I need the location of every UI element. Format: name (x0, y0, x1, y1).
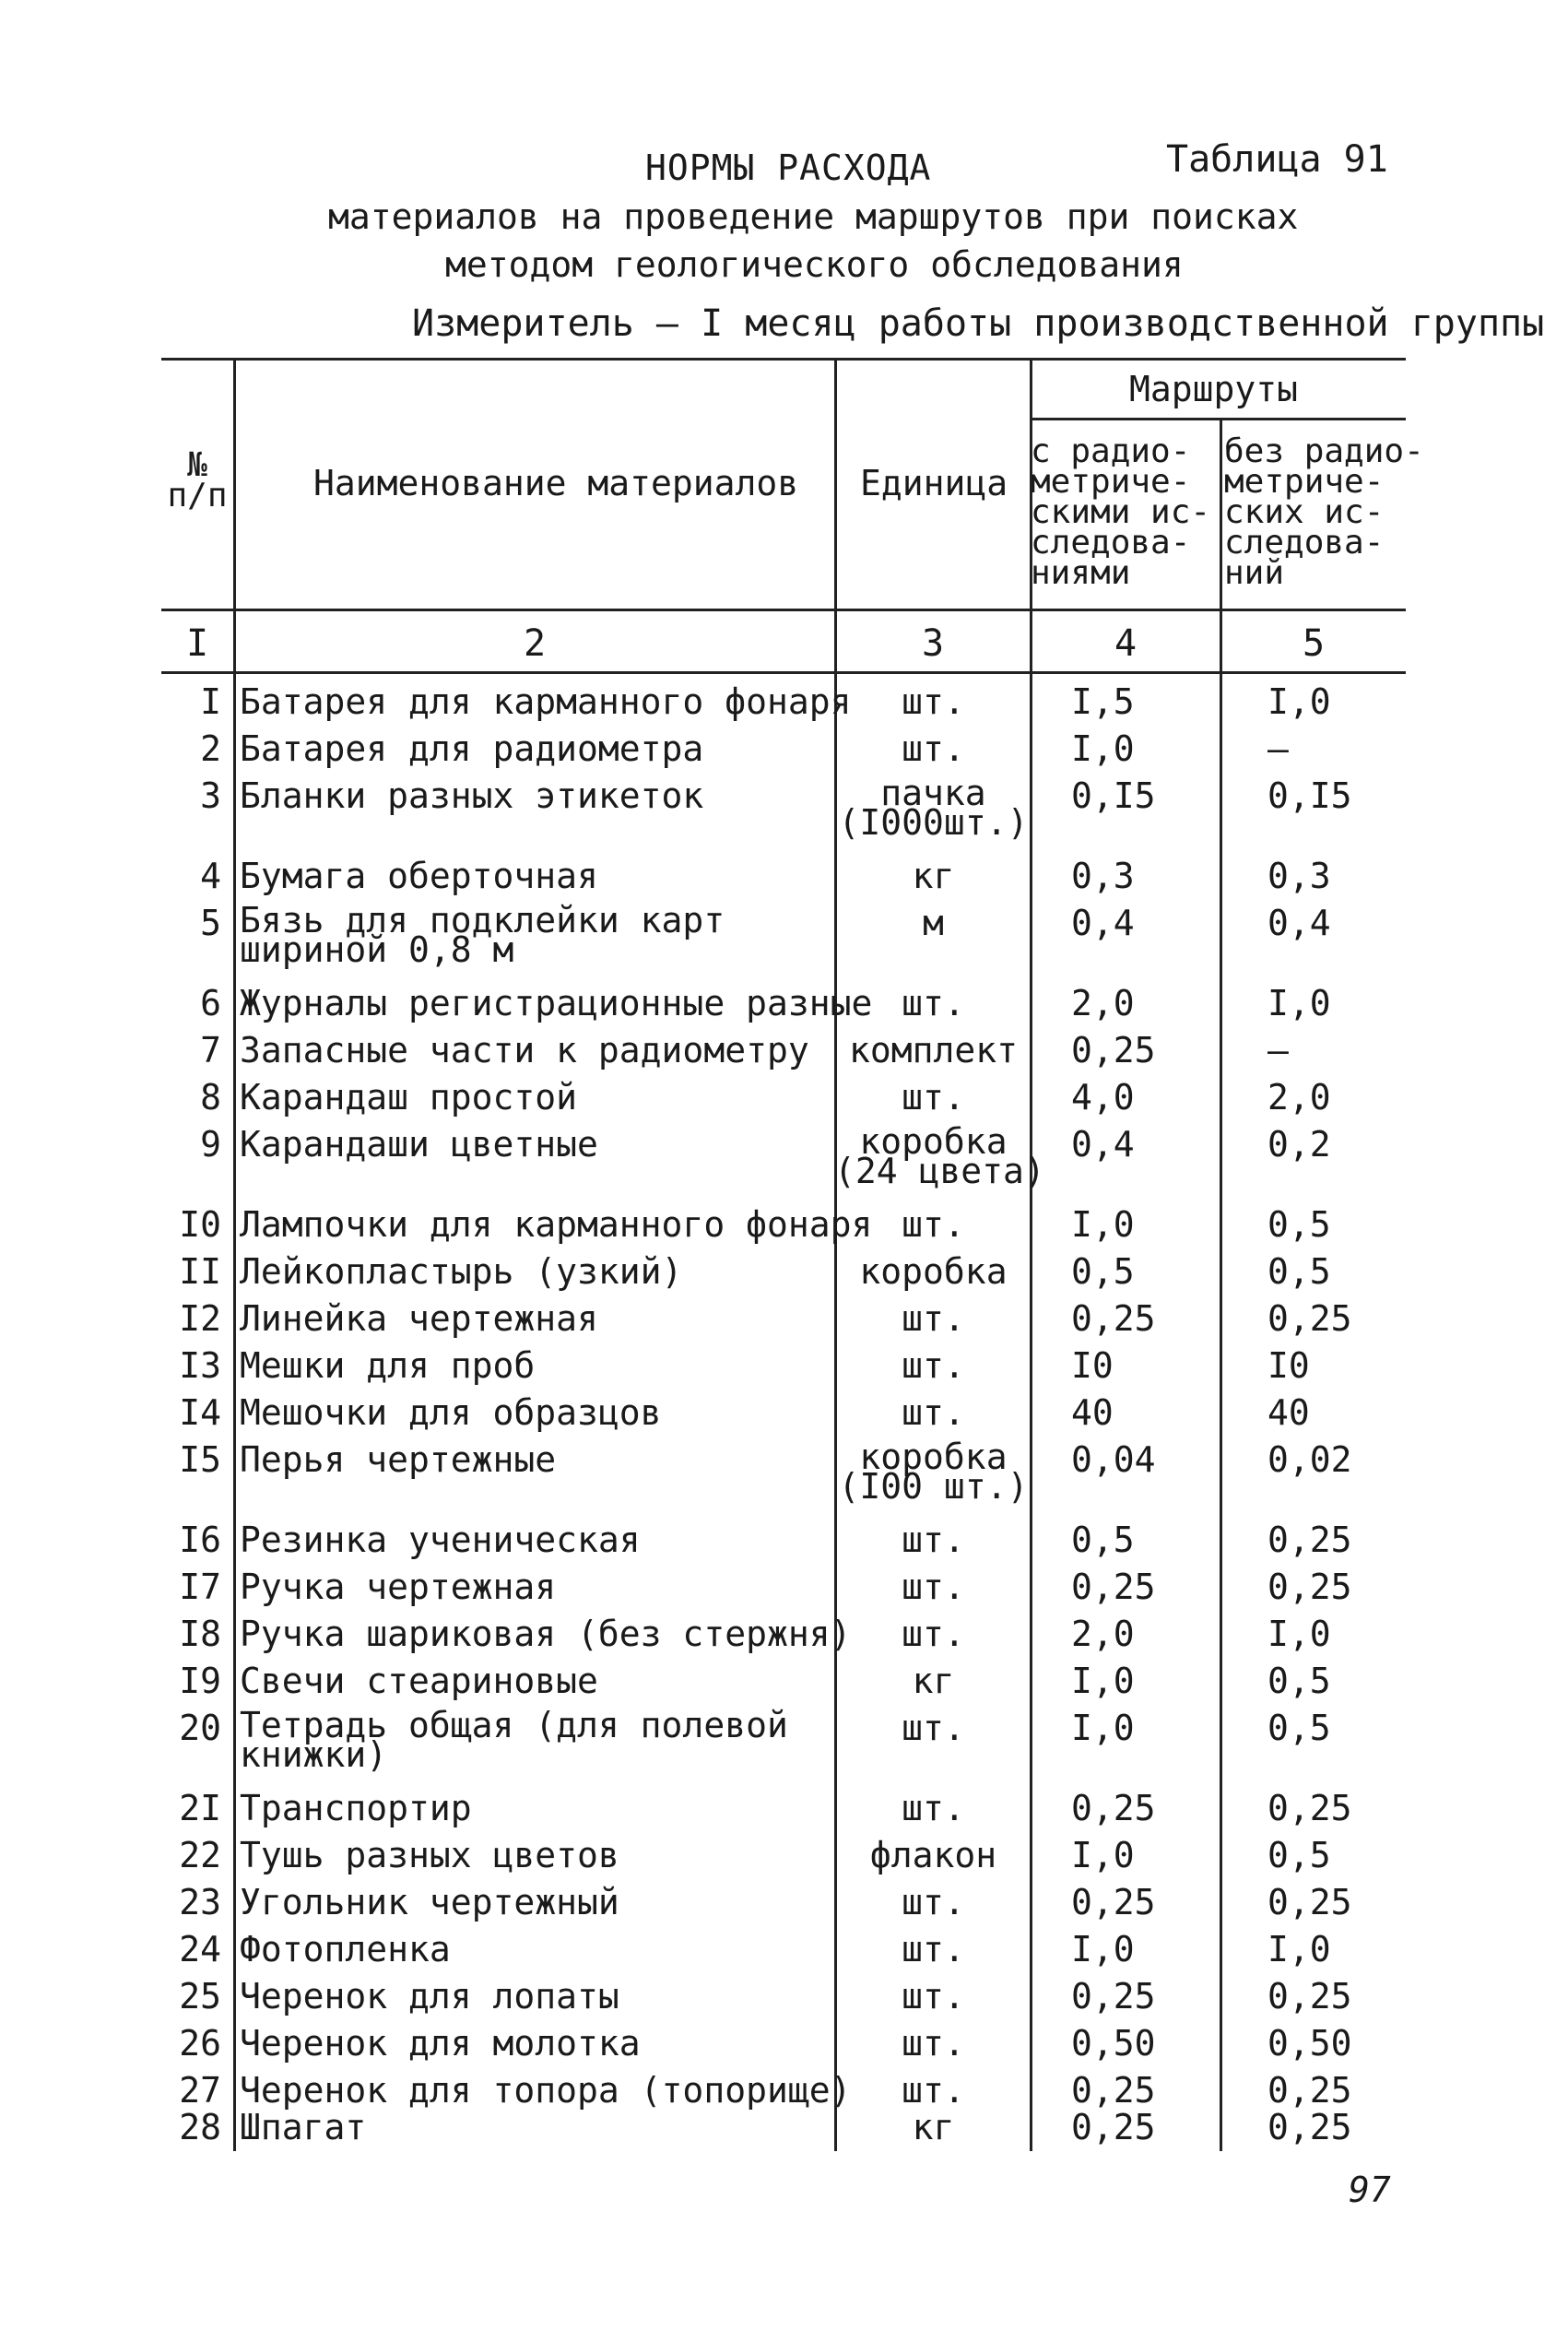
row-without-radio-value: 0,5 (1267, 1204, 1331, 1245)
row-material-name: Запасные части к радиометру (240, 1030, 809, 1070)
header-without-radio: без радио- метриче- ских ис- следова- ний (1224, 432, 1424, 592)
row-with-radio-value: 40 (1071, 1392, 1114, 1433)
row-unit: шт. (902, 1077, 965, 1118)
row-unit: шт. (902, 1976, 965, 2017)
row-material-name: Резинка ученическая (240, 1520, 641, 1560)
table-row (0, 728, 1568, 779)
row-unit: коробка (859, 1251, 1008, 1292)
row-with-radio-value: I,5 (1071, 681, 1135, 722)
row-without-radio-value: I,0 (1267, 681, 1331, 722)
table-row (0, 681, 1568, 732)
row-number: I2 (179, 1298, 221, 1339)
row-number: 20 (179, 1708, 221, 1748)
row-material-name: Фотопленка (240, 1929, 451, 1969)
row-unit: флакон (869, 1835, 997, 1875)
table-top-border (161, 358, 1406, 361)
routes-divider (1030, 418, 1406, 420)
row-with-radio-value: I,0 (1071, 1929, 1135, 1969)
row-number: 2I (179, 1788, 221, 1828)
row-material-name: Ручка шариковая (без стержня) (240, 1614, 852, 1654)
header-num: № п/п (167, 446, 228, 514)
row-without-radio-value: 0,5 (1267, 1835, 1331, 1875)
row-without-radio-value: 0,25 (1267, 1976, 1352, 2017)
row-without-radio-value: – (1267, 728, 1289, 769)
row-number: 6 (200, 983, 221, 1023)
row-number: I5 (179, 1439, 221, 1480)
row-material-name: Черенок для лопаты (240, 1976, 619, 2017)
table-row (0, 1204, 1568, 1255)
row-number: 24 (179, 1929, 221, 1969)
row-with-radio-value: 2,0 (1071, 1614, 1135, 1654)
row-material-name: Батарея для радиометра (240, 728, 704, 769)
row-number: 25 (179, 1976, 221, 2017)
table-row (0, 1929, 1568, 1980)
table-row (0, 1569, 1568, 1617)
row-without-radio-value: I,0 (1267, 983, 1331, 1023)
row-number: 9 (200, 1124, 221, 1165)
table-row (0, 773, 1568, 843)
table-row (0, 1251, 1568, 1302)
row-material-name: Бланки разных этикеток (240, 775, 704, 816)
row-material-name: Ручка чертежная (240, 1567, 557, 1607)
row-unit: шт. (902, 1345, 965, 1386)
row-number: II (179, 1251, 221, 1292)
row-with-radio-value: I,0 (1071, 1204, 1135, 1245)
row-unit: кг (912, 856, 955, 896)
table-row (0, 1121, 1568, 1191)
row-number: 4 (200, 856, 221, 896)
table-row (0, 1077, 1568, 1128)
table-row (0, 1616, 1568, 1664)
row-number: I (200, 681, 221, 722)
row-number: I3 (179, 1345, 221, 1386)
row-without-radio-value: 0,3 (1267, 856, 1331, 896)
row-unit: шт. (902, 2070, 965, 2111)
row-with-radio-value: 0,25 (1071, 1882, 1156, 1922)
measure-note: Измеритель – I месяц работы производственной группы (412, 302, 1545, 345)
table-row (0, 1705, 1568, 1775)
row-unit: шт. (902, 1392, 965, 1433)
row-with-radio-value: 0,25 (1071, 1976, 1156, 2017)
row-with-radio-value: I,0 (1071, 1708, 1135, 1748)
table-row (0, 1345, 1568, 1396)
row-material-name: Черенок для топора (топорище) (240, 2070, 852, 2111)
row-material-name: Шпагат (240, 2107, 367, 2147)
row-number: I6 (179, 1520, 221, 1560)
page-number: 97 (1349, 2170, 1391, 2210)
row-material-name: Линейка чертежная (240, 1298, 598, 1339)
row-number: 8 (200, 1077, 221, 1118)
row-without-radio-value: – (1267, 1030, 1289, 1070)
row-unit: кг (912, 1661, 955, 1701)
row-without-radio-value: 0,50 (1267, 2023, 1352, 2064)
row-with-radio-value: I,0 (1071, 1661, 1135, 1701)
table-number: Таблица 91 (1166, 138, 1388, 181)
colnum-4: 4 (1114, 622, 1138, 665)
row-number: 28 (179, 2107, 221, 2147)
row-unit: комплект (848, 1030, 1019, 1070)
header-unit: Единица (860, 463, 1008, 503)
table-row (0, 983, 1568, 1034)
row-number: 22 (179, 1835, 221, 1875)
row-number: I7 (179, 1567, 221, 1607)
row-material-name: Лампочки для карманного фонаря (240, 1204, 873, 1245)
row-unit: шт. (902, 1788, 965, 1828)
row-without-radio-value: I0 (1267, 1345, 1310, 1386)
row-material-name: Бумага оберточная (240, 856, 598, 896)
colnum-5: 5 (1302, 622, 1326, 665)
table-row (0, 1835, 1568, 1886)
row-with-radio-value: I,0 (1071, 1835, 1135, 1875)
row-unit: м (923, 903, 944, 943)
row-without-radio-value: 0,25 (1267, 1567, 1352, 1607)
row-material-name: Черенок для молотка (240, 2023, 641, 2064)
row-with-radio-value: 0,4 (1071, 903, 1135, 943)
row-without-radio-value: 0,25 (1267, 1520, 1352, 1560)
row-with-radio-value: 0,5 (1071, 1251, 1135, 1292)
table-row (0, 1788, 1568, 1839)
row-without-radio-value: 0,25 (1267, 1298, 1352, 1339)
table-row (0, 1522, 1568, 1570)
row-with-radio-value: 4,0 (1071, 1077, 1135, 1118)
row-unit: шт. (902, 1929, 965, 1969)
row-with-radio-value: I,0 (1071, 728, 1135, 769)
row-number: I9 (179, 1661, 221, 1701)
row-without-radio-value: 0,25 (1267, 2107, 1352, 2147)
row-without-radio-value: 0,2 (1267, 1124, 1331, 1165)
row-unit: шт. (902, 1298, 965, 1339)
row-unit: кг (912, 2107, 955, 2147)
row-with-radio-value: 0,4 (1071, 1124, 1135, 1165)
row-with-radio-value: 0,50 (1071, 2023, 1156, 2064)
row-material-name: Батарея для карманного фонаря (240, 681, 852, 722)
table-row (0, 1437, 1568, 1507)
row-without-radio-value: 0,5 (1267, 1251, 1331, 1292)
row-without-radio-value: 0,I5 (1267, 775, 1352, 816)
row-unit: шт. (902, 983, 965, 1023)
doc-subtitle-line1: материалов на проведение маршрутов при поисках (328, 196, 1299, 237)
table-row (0, 900, 1568, 970)
row-material-name: Карандаши цветные (240, 1124, 598, 1165)
table-row (0, 1298, 1568, 1349)
row-without-radio-value: I,0 (1267, 1929, 1331, 1969)
row-without-radio-value: 0,5 (1267, 1708, 1331, 1748)
row-unit: шт. (902, 1614, 965, 1654)
row-with-radio-value: 0,25 (1071, 1567, 1156, 1607)
header-name: Наименование материалов (313, 463, 799, 503)
colnum-1: I (185, 622, 209, 665)
row-number: 2 (200, 728, 221, 769)
row-without-radio-value: 0,02 (1267, 1439, 1352, 1480)
row-unit: пачка (I000шт.) (838, 773, 1029, 843)
row-with-radio-value: I0 (1071, 1345, 1114, 1386)
row-unit: коробка (I00 шт.) (838, 1437, 1029, 1507)
table-row (0, 1030, 1568, 1081)
row-material-name: Лейкопластырь (узкий) (240, 1251, 683, 1292)
row-number: I8 (179, 1614, 221, 1654)
table-row (0, 2023, 1568, 2074)
row-without-radio-value: 2,0 (1267, 1077, 1331, 1118)
header-with-radio: с радио- метриче- скими ис- следова- ниями (1031, 432, 1211, 592)
row-material-name: Мешочки для образцов (240, 1392, 662, 1433)
row-unit: шт. (902, 1204, 965, 1245)
doc-title: НОРМЫ РАСХОДА (645, 148, 932, 188)
row-with-radio-value: 0,25 (1071, 1030, 1156, 1070)
row-with-radio-value: 0,04 (1071, 1439, 1156, 1480)
row-material-name: Мешки для проб (240, 1345, 536, 1386)
row-without-radio-value: 0,4 (1267, 903, 1331, 943)
row-with-radio-value: 0,25 (1071, 1788, 1156, 1828)
row-material-name: Тетрадь общая (для полевой книжки) (240, 1705, 788, 1775)
row-with-radio-value: 2,0 (1071, 983, 1135, 1023)
row-without-radio-value: 0,5 (1267, 1661, 1331, 1701)
row-without-radio-value: 40 (1267, 1392, 1310, 1433)
row-unit: шт. (902, 1520, 965, 1560)
row-material-name: Журналы регистрационные разные (240, 983, 873, 1023)
table-row (0, 1392, 1568, 1443)
row-number: I0 (179, 1204, 221, 1245)
row-material-name: Свечи стеариновые (240, 1661, 598, 1701)
row-without-radio-value: 0,25 (1267, 1882, 1352, 1922)
row-number: 3 (200, 775, 221, 816)
table-row (0, 1976, 1568, 2027)
row-unit: коробка (24 цвета) (834, 1121, 1045, 1191)
row-material-name: Транспортир (240, 1788, 472, 1828)
colnum-3: 3 (921, 622, 945, 665)
row-with-radio-value: 0,5 (1071, 1520, 1135, 1560)
row-material-name: Карандаш простой (240, 1077, 578, 1118)
row-number: I4 (179, 1392, 221, 1433)
row-number: 7 (200, 1030, 221, 1070)
row-with-radio-value: 0,3 (1071, 856, 1135, 896)
row-number: 5 (200, 903, 221, 943)
table-row (0, 1882, 1568, 1933)
doc-subtitle-line2: методом геологического обследования (445, 244, 1184, 285)
row-material-name: Перья чертежные (240, 1439, 557, 1480)
table-row (0, 858, 1568, 906)
row-with-radio-value: 0,25 (1071, 1298, 1156, 1339)
colnum-2: 2 (523, 622, 547, 665)
row-unit: шт. (902, 1708, 965, 1748)
row-material-name: Тушь разных цветов (240, 1835, 619, 1875)
row-with-radio-value: 0,25 (1071, 2070, 1156, 2111)
table-row (0, 2107, 1568, 2158)
row-number: 23 (179, 1882, 221, 1922)
row-unit: шт. (902, 1567, 965, 1607)
row-number: 27 (179, 2070, 221, 2111)
row-unit: шт. (902, 728, 965, 769)
row-material-name: Угольник чертежный (240, 1882, 619, 1922)
row-without-radio-value: 0,25 (1267, 1788, 1352, 1828)
row-number: 26 (179, 2023, 221, 2064)
header-routes: Маршруты (1129, 369, 1299, 409)
row-unit: шт. (902, 681, 965, 722)
row-without-radio-value: I,0 (1267, 1614, 1331, 1654)
row-unit: шт. (902, 1882, 965, 1922)
row-with-radio-value: 0,25 (1071, 2107, 1156, 2147)
row-with-radio-value: 0,I5 (1071, 775, 1156, 816)
row-without-radio-value: 0,25 (1267, 2070, 1352, 2111)
row-unit: шт. (902, 2023, 965, 2064)
row-material-name: Бязь для подклейки карт шириной 0,8 м (240, 900, 725, 970)
